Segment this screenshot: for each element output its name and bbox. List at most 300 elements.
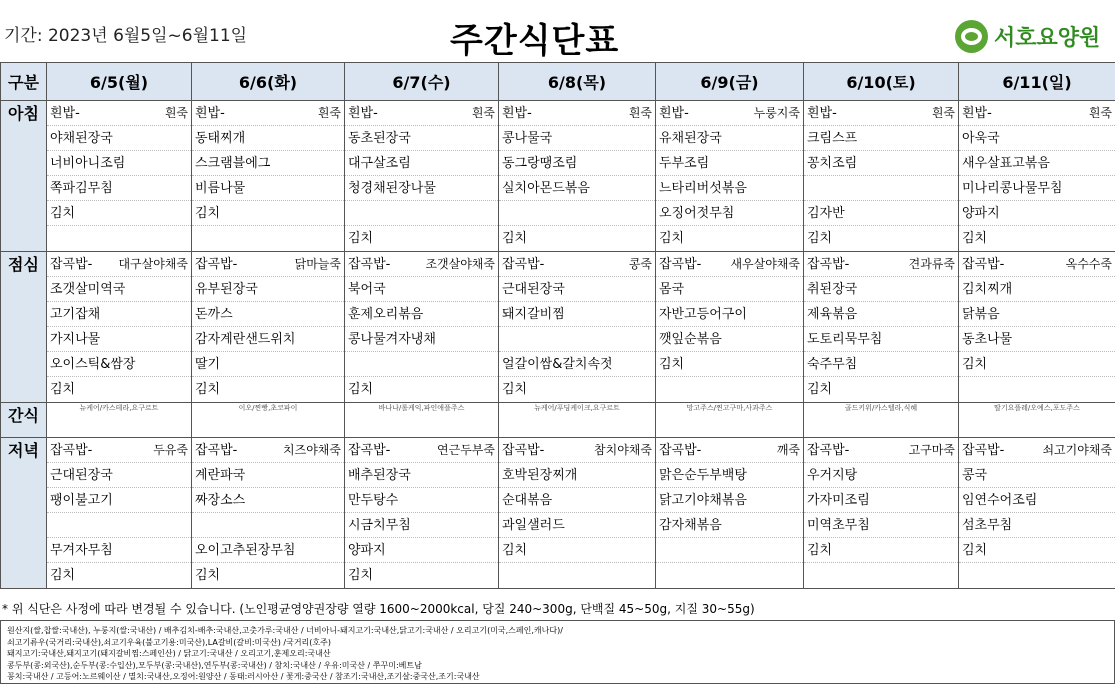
menu-item: [192, 126, 344, 151]
menu-item: [656, 352, 803, 377]
dish-name: 팽이불고기: [50, 493, 113, 508]
menu-item: [47, 563, 191, 588]
dish-name: 호박된장찌개: [502, 468, 578, 483]
dish-name: 오이스틱&쌈장: [50, 357, 136, 372]
porridge-name: 견과류죽: [908, 257, 955, 271]
menu-item: [345, 226, 498, 251]
menu-item: [345, 538, 498, 563]
menu-item: [499, 126, 655, 151]
menu-item: [959, 377, 1115, 402]
period-label: 기간: 2023년 6월5일~6월11일: [4, 26, 248, 46]
menu-item: [345, 377, 498, 402]
dish-name: 임연수어조림: [962, 493, 1038, 508]
porridge-name: 새우살야채죽: [730, 257, 800, 271]
dish-name: 제육볶음: [807, 307, 858, 322]
dish-name: 근대된장국: [50, 468, 113, 483]
menu-item: [192, 302, 344, 327]
menu-item: [192, 101, 344, 126]
menu-item: [47, 101, 191, 126]
dish-name: 콩나물국: [502, 131, 553, 146]
dish-name: 새우살표고볶음: [962, 156, 1050, 171]
dish-name: 청경채된장나물: [348, 181, 436, 196]
menu-cell: [959, 252, 1115, 403]
dish-name: 가자미조림: [807, 493, 870, 508]
menu-item: [656, 377, 803, 402]
dish-name: 김치: [962, 231, 988, 246]
dish-name: 얼갈이쌈&갈치속젓: [502, 357, 613, 372]
menu-item: [656, 151, 803, 176]
dish-name: 양파지: [962, 206, 1000, 221]
menu-item: [345, 176, 498, 201]
porridge-name: 옥수수죽: [1065, 257, 1112, 271]
menu-item: [656, 327, 803, 352]
menu-item: [959, 438, 1115, 463]
dish-name: 무겨자무침: [50, 543, 113, 558]
menu-item: [47, 201, 191, 226]
menu-item: [192, 201, 344, 226]
origin-line: 돼지고기:국내산,돼지고기(돼지갈비찜:스페인산) / 닭고기:국내산 / 오리고기,훈제오리:국내산: [7, 649, 331, 658]
dish-name: 닭볶음: [962, 307, 1000, 322]
dish-name: 북어국: [348, 282, 386, 297]
menu-item: [804, 151, 958, 176]
menu-item: [804, 513, 958, 538]
dish-name: 숙주무침: [807, 357, 858, 372]
meal-label: 간식: [1, 403, 47, 438]
dish-name: 꽁치조림: [807, 156, 858, 171]
menu-item: [499, 377, 655, 402]
menu-item: [47, 377, 191, 402]
menu-item: [192, 327, 344, 352]
dish-name: 잡곡밥-: [807, 443, 850, 458]
menu-cell: [656, 101, 804, 252]
dish-name: 김치: [348, 231, 374, 246]
menu-item: [499, 226, 655, 251]
menu-item: [959, 151, 1115, 176]
menu-item: [804, 302, 958, 327]
menu-item: [804, 201, 958, 226]
menu-item: [345, 302, 498, 327]
menu-item: [47, 438, 191, 463]
dish-name: 김치: [502, 543, 528, 558]
page-title: 주간식단표: [450, 21, 620, 61]
menu-item: [959, 327, 1115, 352]
dish-name: 김치: [50, 206, 76, 221]
origin-line: 원산지(쌀,찹쌀:국내산), 누룽지(쌀:국내산) / 배추김치-배추:국내산,고춧가루:국내산 / 너비아니-돼지고기:국내산,닭고기:국내산 / 오리고기(미국,스페인,캐나다)/: [7, 626, 563, 635]
menu-item: [47, 352, 191, 377]
day-header: 6/10(토): [804, 63, 959, 101]
dish-name: 고기잡채: [50, 307, 101, 322]
menu-item: [499, 277, 655, 302]
menu-item: [47, 463, 191, 488]
snack-cell: 골드키위/카스텔라,식혜: [804, 403, 959, 438]
meal-label: 아침: [1, 101, 47, 252]
menu-item: [47, 126, 191, 151]
menu-item: [959, 277, 1115, 302]
menu-item: [656, 201, 803, 226]
menu-item: [804, 252, 958, 277]
menu-item: [499, 201, 655, 226]
corner-cell: 구분: [1, 63, 47, 101]
dish-name: 김치: [195, 568, 221, 583]
menu-item: [959, 201, 1115, 226]
dish-name: 김치: [962, 357, 988, 372]
menu-item: [656, 563, 803, 588]
menu-item: [192, 538, 344, 563]
menu-item: [499, 513, 655, 538]
meal-row: [1, 438, 1115, 589]
menu-item: [47, 538, 191, 563]
menu-item: [345, 352, 498, 377]
dish-name: 잡곡밥-: [962, 257, 1005, 272]
dish-name: 돼지갈비찜: [502, 307, 565, 322]
snack-cell: 딸기요플레/오예스,포도주스: [959, 403, 1115, 438]
snack-cell: 이오/찐빵,초코파이: [192, 403, 345, 438]
snack-cell: 뉴케어/푸딩케이크,요구르트: [499, 403, 656, 438]
dish-name: 섬초무침: [962, 518, 1013, 533]
dish-name: 김치: [659, 357, 685, 372]
menu-item: [499, 563, 655, 588]
dish-name: 김치: [807, 231, 833, 246]
menu-item: [804, 538, 958, 563]
dish-name: 잡곡밥-: [195, 257, 238, 272]
dish-name: 맑은순두부백탕: [659, 468, 747, 483]
porridge-name: 흰죽: [317, 106, 341, 120]
dish-name: 닭고기야채볶음: [659, 493, 747, 508]
dish-name: 감자채볶음: [659, 518, 722, 533]
menu-item: [804, 176, 958, 201]
menu-item: [47, 488, 191, 513]
menu-item: [499, 252, 655, 277]
menu-cell: [192, 438, 345, 589]
dish-name: 미역초무침: [807, 518, 870, 533]
menu-item: [192, 438, 344, 463]
menu-item: [47, 151, 191, 176]
menu-item: [192, 277, 344, 302]
menu-cell: [47, 438, 192, 589]
porridge-name: 조갯살야채죽: [425, 257, 495, 271]
dish-name: 동초나물: [962, 332, 1013, 347]
dish-name: 김치: [502, 382, 528, 397]
menu-item: [959, 488, 1115, 513]
menu-item: [959, 176, 1115, 201]
snack-cell: 바나나/롤케익,파인애플주스: [345, 403, 499, 438]
menu-item: [804, 126, 958, 151]
origin-line: 쇠고기류우(국거리:국내산),쇠고기우육(불고기용:미국산),LA갈비(갈비:미국산) /국거리(호주): [7, 637, 331, 647]
dish-name: 과일샐러드: [502, 518, 565, 533]
dish-name: 잡곡밥-: [50, 257, 93, 272]
menu-item: [499, 151, 655, 176]
porridge-name: 대구살야채죽: [118, 257, 188, 271]
dish-name: 너비아니조림: [50, 156, 126, 171]
menu-item: [345, 563, 498, 588]
day-header: 6/8(목): [499, 63, 656, 101]
menu-item: [499, 463, 655, 488]
dish-name: 김치: [348, 382, 374, 397]
porridge-name: 고구마죽: [908, 443, 955, 457]
menu-cell: [345, 252, 499, 403]
dish-name: 근대된장국: [502, 282, 565, 297]
menu-item: [499, 538, 655, 563]
menu-item: [959, 126, 1115, 151]
menu-item: [656, 513, 803, 538]
dish-name: 김자반: [807, 206, 845, 221]
dish-name: 훈제오리볶음: [348, 307, 424, 322]
dish-name: 배추된장국: [348, 468, 411, 483]
dish-name: 몸국: [659, 282, 685, 297]
menu-item: [345, 201, 498, 226]
menu-item: [499, 302, 655, 327]
porridge-name: 치즈야채죽: [283, 443, 341, 457]
dish-name: 만두탕수: [348, 493, 399, 508]
dish-name: 미나리콩나물무침: [962, 181, 1063, 196]
dish-name: 유부된장국: [195, 282, 258, 297]
menu-item: [804, 327, 958, 352]
porridge-name: 깨죽: [776, 443, 800, 457]
dish-name: 김치: [807, 543, 833, 558]
dish-name: 흰밥-: [50, 106, 80, 121]
dish-name: 김치찌개: [962, 282, 1013, 297]
menu-item: [656, 277, 803, 302]
dish-name: 오징어젓무침: [659, 206, 735, 221]
menu-cell: [499, 438, 656, 589]
menu-cell: [345, 101, 499, 252]
dish-name: 김치: [195, 382, 221, 397]
dish-name: 잡곡밥-: [502, 257, 545, 272]
menu-item: [192, 176, 344, 201]
menu-cell: [656, 252, 804, 403]
porridge-name: 흰죽: [1088, 106, 1112, 120]
logo-text: 서호요양원: [994, 26, 1101, 51]
menu-item: [804, 352, 958, 377]
day-header: 6/7(수): [345, 63, 499, 101]
dish-name: 흰밥-: [659, 106, 689, 121]
meal-row: [1, 403, 1115, 438]
menu-item: [192, 463, 344, 488]
dish-name: 김치: [348, 568, 374, 583]
day-header: 6/6(화): [192, 63, 345, 101]
dish-name: 가지나물: [50, 332, 101, 347]
day-header: 6/9(금): [656, 63, 804, 101]
dish-name: 동태찌개: [195, 131, 246, 146]
menu-cell: [47, 252, 192, 403]
menu-item: [656, 252, 803, 277]
menu-item: [345, 151, 498, 176]
dish-name: 두부조림: [659, 156, 710, 171]
menu-item: [804, 226, 958, 251]
logo-icon: [955, 20, 988, 53]
menu-item: [192, 252, 344, 277]
menu-cell: [804, 252, 959, 403]
footnote: * 위 식단은 사정에 따라 변경될 수 있습니다. (노인평균영양권장량 열량 1600~2000kcal, 당질 240~300g, 단백질 45~50g, 지질 30~55g): [2, 602, 755, 616]
dish-name: 딸기: [195, 357, 221, 372]
menu-item: [656, 101, 803, 126]
menu-item: [47, 277, 191, 302]
menu-item: [192, 563, 344, 588]
dish-name: 짜장소스: [195, 493, 246, 508]
menu-item: [804, 438, 958, 463]
meal-row: [1, 252, 1115, 403]
porridge-name: 흰죽: [931, 106, 955, 120]
dish-name: 잡곡밥-: [348, 443, 391, 458]
dish-name: 돈까스: [195, 307, 233, 322]
menu-item: [959, 101, 1115, 126]
dish-name: 아욱국: [962, 131, 1000, 146]
menu-cell: [656, 438, 804, 589]
dish-name: 야채된장국: [50, 131, 113, 146]
dish-name: 양파지: [348, 543, 386, 558]
dish-name: 잡곡밥-: [50, 443, 93, 458]
snack-cell: 망고주스/찐고구마,사과주스: [656, 403, 804, 438]
header-row: [1, 63, 1115, 101]
menu-item: [345, 513, 498, 538]
dish-name: 동그랑땡조림: [502, 156, 578, 171]
origin-box: [0, 620, 1115, 684]
dish-name: 흰밥-: [195, 106, 225, 121]
menu-item: [656, 126, 803, 151]
dish-name: 감자계란샌드위치: [195, 332, 296, 347]
menu-item: [959, 302, 1115, 327]
dish-name: 조갯살미역국: [50, 282, 126, 297]
menu-item: [192, 352, 344, 377]
menu-item: [656, 538, 803, 563]
meal-label: 점심: [1, 252, 47, 403]
menu-item: [804, 463, 958, 488]
dish-name: 김치: [659, 231, 685, 246]
menu-item: [656, 302, 803, 327]
porridge-name: 흰죽: [471, 106, 495, 120]
dish-name: 잡곡밥-: [659, 443, 702, 458]
menu-item: [345, 101, 498, 126]
menu-item: [345, 327, 498, 352]
dish-name: 콩나물겨자냉채: [348, 332, 436, 347]
menu-item: [656, 463, 803, 488]
menu-item: [959, 252, 1115, 277]
menu-item: [345, 252, 498, 277]
dish-name: 깻잎순볶음: [659, 332, 722, 347]
menu-item: [959, 538, 1115, 563]
menu-cell: [192, 252, 345, 403]
menu-cell: [499, 101, 656, 252]
menu-item: [959, 352, 1115, 377]
dish-name: 흰밥-: [807, 106, 837, 121]
menu-item: [959, 563, 1115, 588]
dish-name: 비름나물: [195, 181, 246, 196]
menu-item: [656, 176, 803, 201]
menu-item: [192, 377, 344, 402]
menu-item: [499, 327, 655, 352]
menu-item: [47, 226, 191, 251]
menu-item: [804, 377, 958, 402]
dish-name: 실치아몬드볶음: [502, 181, 590, 196]
menu-item: [499, 101, 655, 126]
dish-name: 대구살조림: [348, 156, 411, 171]
porridge-name: 콩죽: [628, 257, 652, 271]
dish-name: 콩국: [962, 468, 988, 483]
origin-line: 콩두부(콩:외국산),순두부(콩:수입산),모두부(콩:국내산),연두부(콩:국내산) / 참치:국내산 / 우유:미국산 / 쭈꾸미:베트남: [7, 660, 422, 670]
menu-item: [804, 488, 958, 513]
menu-item: [499, 438, 655, 463]
menu-item: [656, 438, 803, 463]
menu-item: [47, 327, 191, 352]
menu-item: [499, 352, 655, 377]
menu-item: [959, 513, 1115, 538]
menu-cell: [47, 101, 192, 252]
menu-cell: [192, 101, 345, 252]
dish-name: 쪽파김무침: [50, 181, 113, 196]
meal-label: 저녁: [1, 438, 47, 589]
dish-name: 계란파국: [195, 468, 246, 483]
menu-cell: [804, 101, 959, 252]
dish-name: 우거지탕: [807, 468, 858, 483]
menu-cell: [959, 101, 1115, 252]
menu-item: [47, 176, 191, 201]
menu-item: [345, 463, 498, 488]
menu-item: [345, 488, 498, 513]
dish-name: 김치: [962, 543, 988, 558]
dish-name: 김치: [807, 382, 833, 397]
dish-name: 잡곡밥-: [659, 257, 702, 272]
dish-name: 느타리버섯볶음: [659, 181, 747, 196]
dish-name: 자반고등어구이: [659, 307, 747, 322]
menu-item: [804, 101, 958, 126]
menu-table: [0, 62, 1115, 589]
dish-name: 김치: [195, 206, 221, 221]
menu-item: [345, 277, 498, 302]
menu-item: [804, 563, 958, 588]
day-header: 6/11(일): [959, 63, 1115, 101]
meal-row: [1, 101, 1115, 252]
porridge-name: 연근두부죽: [437, 443, 495, 457]
dish-name: 흰밥-: [502, 106, 532, 121]
menu-item: [959, 463, 1115, 488]
menu-item: [499, 488, 655, 513]
logo: [955, 20, 1100, 53]
dish-name: 취된장국: [807, 282, 858, 297]
menu-item: [192, 488, 344, 513]
dish-name: 잡곡밥-: [502, 443, 545, 458]
dish-name: 김치: [50, 382, 76, 397]
dish-name: 잡곡밥-: [195, 443, 238, 458]
menu-item: [656, 226, 803, 251]
dish-name: 잡곡밥-: [962, 443, 1005, 458]
dish-name: 동초된장국: [348, 131, 411, 146]
menu-item: [345, 126, 498, 151]
porridge-name: 참치야채죽: [594, 443, 652, 457]
dish-name: 흰밥-: [962, 106, 992, 121]
porridge-name: 흰죽: [164, 106, 188, 120]
menu-item: [499, 176, 655, 201]
menu-cell: [499, 252, 656, 403]
menu-cell: [345, 438, 499, 589]
menu-cell: [804, 438, 959, 589]
menu-item: [192, 226, 344, 251]
porridge-name: 두유죽: [153, 443, 188, 457]
menu-cell: [959, 438, 1115, 589]
dish-name: 잡곡밥-: [348, 257, 391, 272]
menu-item: [656, 488, 803, 513]
dish-name: 스크램블에그: [195, 156, 271, 171]
menu-item: [959, 226, 1115, 251]
dish-name: 흰밥-: [348, 106, 378, 121]
dish-name: 크림스프: [807, 131, 858, 146]
origin-line: 꽁치:국내산 / 고등어:노르웨이산 / 멸치:국내산,오징어:원양산 / 동태:러시아산 / 꽃게:중국산 / 참조기:국내산,조기살:중국산,조기:국내산: [7, 672, 480, 681]
menu-item: [192, 513, 344, 538]
dish-name: 김치: [50, 568, 76, 583]
day-header: 6/5(월): [47, 63, 192, 101]
menu-item: [192, 151, 344, 176]
dish-name: 잡곡밥-: [807, 257, 850, 272]
dish-name: 도토리묵무침: [807, 332, 883, 347]
